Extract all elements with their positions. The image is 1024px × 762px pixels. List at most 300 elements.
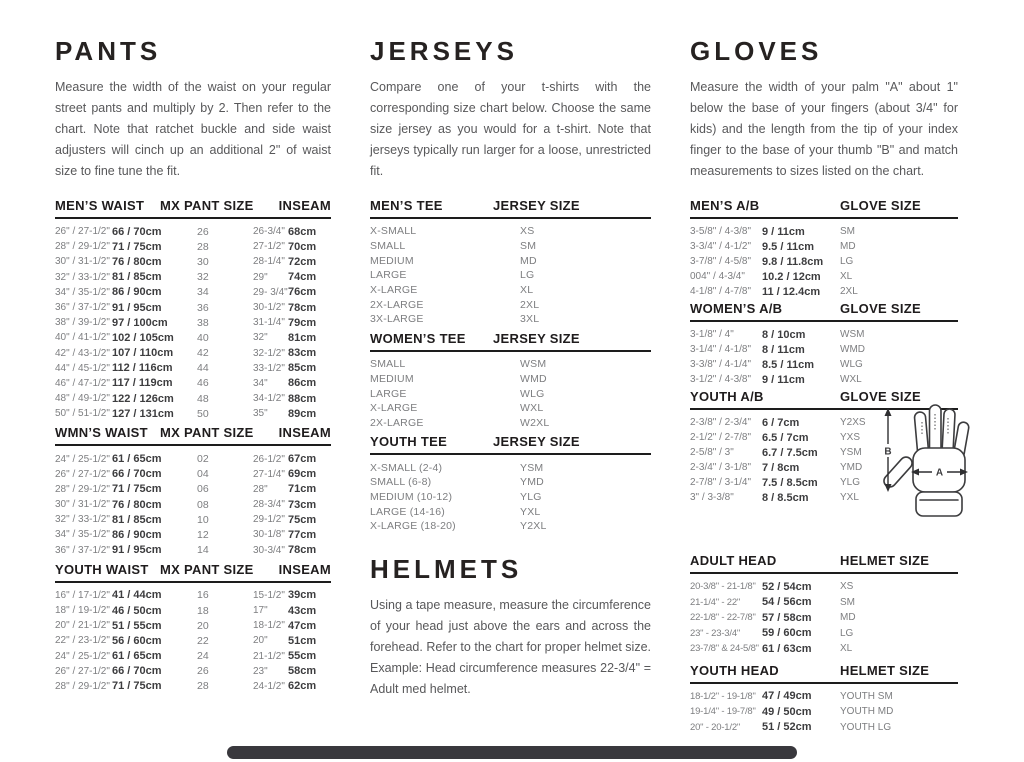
adult-head-table	[690, 553, 958, 657]
table-row	[55, 664, 331, 679]
table-row	[690, 704, 958, 720]
table-cell: LARGE (14-16)	[370, 505, 445, 518]
table-row	[370, 372, 651, 387]
table-cell: 2XL	[840, 286, 858, 297]
table-row	[690, 342, 958, 357]
table-row	[370, 357, 651, 372]
mens-ab-table	[690, 198, 958, 299]
table-cell: 16	[197, 589, 209, 602]
table-cell: 42" / 43-1/2"	[55, 347, 110, 359]
table-cell: 30" / 31-1/2"	[55, 499, 110, 511]
table-row	[55, 527, 331, 542]
table-cell: 3-7/8" / 4-5/8"	[690, 256, 752, 267]
table-cell: 20"	[253, 635, 268, 647]
table-cell: 122 / 126cm	[112, 392, 174, 405]
table-cell: 8 / 11cm	[762, 343, 805, 356]
table-row	[370, 416, 651, 431]
table-cell: 40	[197, 331, 209, 344]
table-cell: 24-1/2"	[253, 680, 285, 692]
table-cell: 28-3/4"	[253, 499, 285, 511]
table-cell: 41 / 44cm	[112, 589, 162, 602]
table-cell: MEDIUM (10-12)	[370, 490, 453, 503]
table-cell: 29- 3/4"	[253, 286, 288, 298]
table-row	[370, 401, 651, 416]
table-cell: 71cm	[288, 483, 317, 496]
table-cell: Y2XL	[520, 520, 547, 533]
table-cell: 55cm	[288, 650, 317, 663]
table-cell: WMD	[520, 372, 547, 385]
table-cell: 59 / 60cm	[762, 627, 812, 640]
table-row	[55, 330, 331, 345]
table-cell: X-LARGE (18-20)	[370, 520, 456, 533]
table-cell: 26-3/4"	[253, 226, 285, 238]
table-cell: 17"	[253, 605, 268, 617]
table-row	[55, 254, 331, 269]
diagram-label-b: B	[884, 446, 892, 458]
table-cell: 9.5 / 11cm	[762, 240, 814, 253]
table-cell: 30	[197, 255, 209, 268]
helmets-description: Using a tape measure, measure the circumference of your head just above the ears and across the forehead. Refer to the chart for proper helmet size. Example: Head circumference measures 22-3/4" = Adult med helmet.	[370, 597, 651, 696]
table-cell: YXL	[840, 492, 859, 503]
table-cell: 21-1/4" - 22"	[690, 596, 741, 608]
table-cell: SM	[840, 226, 855, 237]
youth-head-table	[690, 663, 958, 736]
table-row	[690, 269, 958, 284]
table-cell: 49 / 50cm	[762, 705, 812, 718]
table-cell: WXL	[840, 374, 862, 385]
table-cell: 28	[197, 680, 209, 693]
table-cell: 22	[197, 634, 209, 647]
table-cell: 9.8 / 11.8cm	[762, 255, 824, 268]
table-row	[55, 603, 331, 618]
table-cell: 62cm	[288, 680, 317, 693]
table-cell: 102 / 105cm	[112, 331, 174, 344]
table-row	[370, 519, 651, 534]
table-cell: 81 / 85cm	[112, 513, 162, 526]
table-header-row	[690, 301, 958, 322]
table-cell: 20-3/8" - 21-1/8"	[690, 581, 756, 593]
table-cell: 91 / 95cm	[112, 544, 162, 557]
table-cell: 61 / 63cm	[762, 642, 812, 655]
table-cell: X-SMALL	[370, 225, 417, 238]
table-cell: 86 / 90cm	[112, 286, 162, 299]
helmets-title: HELMETS	[370, 553, 523, 584]
table-cell: 3-1/2" / 4-3/8"	[690, 374, 752, 385]
table-cell: 66 / 70cm	[112, 225, 162, 238]
table-cell: 004" / 4-3/4"	[690, 271, 745, 282]
table-cell: WLG	[840, 359, 863, 370]
table-cell: YOUTH MD	[840, 706, 894, 718]
table-row	[55, 285, 331, 300]
womens-waist-table	[55, 425, 331, 557]
table-cell: MD	[840, 241, 856, 252]
table-cell: 7 / 8cm	[762, 461, 800, 474]
table-cell: 3" / 3-3/8"	[690, 492, 734, 503]
table-cell: 74cm	[288, 271, 317, 284]
table-cell: LARGE	[370, 387, 407, 400]
table-cell: 22" / 23-1/2"	[55, 635, 110, 647]
table-row	[55, 406, 331, 421]
youth-waist-table	[55, 562, 331, 694]
table-cell: YOUTH SM	[840, 690, 893, 702]
home-indicator-bar[interactable]	[227, 746, 797, 759]
table-row	[55, 633, 331, 648]
table-cell: SMALL (6-8)	[370, 476, 432, 489]
table-cell: 8.5 / 11cm	[762, 358, 814, 371]
column-header: WMN’S WAIST	[55, 425, 148, 441]
table-row	[690, 284, 958, 299]
table-cell: 91 / 95cm	[112, 301, 162, 314]
table-cell: 44" / 45-1/2"	[55, 362, 110, 374]
table-row	[690, 372, 958, 387]
table-cell: XS	[840, 581, 854, 593]
table-cell: 23"	[253, 665, 268, 677]
table-cell: XL	[520, 284, 534, 297]
table-row	[55, 300, 331, 315]
table-cell: 48" / 49-1/2"	[55, 393, 110, 405]
table-cell: 16" / 17-1/2"	[55, 589, 110, 601]
table-cell: 29-1/2"	[253, 514, 285, 526]
table-cell: 21-1/2"	[253, 650, 285, 662]
table-cell: 117 / 119cm	[112, 377, 173, 390]
table-row	[55, 588, 331, 603]
column-header: GLOVE SIZE	[840, 198, 922, 213]
mens-tee-table	[370, 198, 651, 327]
table-cell: 2XL	[520, 298, 540, 311]
table-cell: 42	[197, 347, 209, 360]
table-cell: 30-1/8"	[253, 529, 285, 541]
table-cell: 48	[197, 392, 209, 405]
table-row	[370, 253, 651, 268]
womens-ab-table	[690, 301, 958, 387]
column-header: INSEAM	[278, 425, 331, 441]
column-header: YOUTH WAIST	[55, 561, 149, 577]
table-cell: YXL	[520, 505, 541, 518]
table-cell: 3-5/8" / 4-3/8"	[690, 226, 752, 237]
table-cell: 78cm	[288, 301, 317, 314]
table-cell: 3-1/8" / 4"	[690, 329, 734, 340]
table-cell: 50	[197, 407, 209, 420]
table-row	[690, 224, 958, 239]
table-cell: 12	[197, 528, 209, 541]
table-cell: 3-3/4" / 4-1/2"	[690, 241, 752, 252]
table-cell: WMD	[840, 344, 865, 355]
table-cell: 70cm	[288, 240, 317, 253]
table-row	[55, 224, 331, 239]
table-cell: 08	[197, 498, 209, 511]
table-cell: 36" / 37-1/2"	[55, 544, 110, 556]
table-cell: 71 / 75cm	[112, 240, 162, 253]
table-cell: 51 / 55cm	[112, 619, 162, 632]
table-cell: 36" / 37-1/2"	[55, 302, 110, 314]
table-cell: Y2XS	[840, 417, 866, 428]
table-cell: 30" / 31-1/2"	[55, 256, 110, 268]
table-cell: XL	[840, 643, 853, 655]
table-cell: 38	[197, 316, 209, 329]
table-cell: WSM	[840, 329, 865, 340]
table-header-row	[690, 198, 958, 219]
table-cell: 3XL	[520, 313, 540, 326]
table-body	[370, 357, 651, 430]
table-cell: 26" / 27-1/2"	[55, 468, 110, 480]
table-row	[690, 641, 958, 657]
table-cell: WSM	[520, 358, 547, 371]
table-cell: 31-1/4"	[253, 317, 285, 329]
table-cell: 3-3/8" / 4-1/4"	[690, 359, 752, 370]
table-cell: 76 / 80cm	[112, 498, 162, 511]
table-cell: 2-3/8" / 2-3/4"	[690, 417, 752, 428]
table-cell: 44	[197, 362, 209, 375]
column-header: MEN’S TEE	[370, 198, 443, 213]
table-cell: 28" / 29-1/2"	[55, 483, 110, 495]
table-cell: 10.2 / 12cm	[762, 270, 821, 283]
table-cell: 36	[197, 301, 209, 314]
table-row	[55, 346, 331, 361]
jerseys-section	[370, 38, 651, 716]
table-header-row	[370, 331, 651, 352]
table-cell: 26" / 27-1/2"	[55, 665, 110, 677]
table-cell: 47cm	[288, 619, 317, 632]
column-header: YOUTH HEAD	[690, 662, 779, 678]
table-cell: X-LARGE	[370, 402, 418, 415]
table-cell: 9 / 11cm	[762, 225, 805, 238]
table-cell: 68cm	[288, 225, 317, 238]
table-cell: 2-3/4" / 3-1/8"	[690, 462, 752, 473]
table-cell: 6.5 / 7cm	[762, 431, 809, 444]
table-cell: 04	[197, 468, 209, 481]
table-cell: SMALL	[370, 240, 406, 253]
table-cell: 28" / 29-1/2"	[55, 680, 110, 692]
table-cell: SMALL	[370, 358, 406, 371]
table-cell: 46" / 47-1/2"	[55, 377, 110, 389]
table-cell: XL	[840, 271, 853, 282]
table-cell: 26	[197, 665, 209, 678]
table-cell: 34-1/2"	[253, 393, 285, 405]
table-cell: 97 / 100cm	[112, 316, 168, 329]
table-cell: 32-1/2"	[253, 347, 285, 359]
gloves-description: Measure the width of your palm "A" about 1" below the base of your fingers (about 3/4" for kids) and the length from the tip of your index finger to the base of your thumb "B" and match measurements to sizes listed on the chart.	[690, 80, 958, 178]
table-cell: 30-1/2"	[253, 302, 285, 314]
table-row	[690, 626, 958, 642]
table-cell: LG	[840, 627, 854, 639]
table-row	[690, 327, 958, 342]
table-cell: XS	[520, 225, 535, 238]
table-cell: 22-1/8" - 22-7/8"	[690, 612, 756, 624]
table-cell: 58cm	[288, 665, 317, 678]
table-cell: 61 / 65cm	[112, 650, 162, 663]
pants-section	[55, 38, 331, 698]
table-cell: 61 / 65cm	[112, 453, 162, 466]
table-cell: 20" - 20-1/2"	[690, 721, 741, 733]
table-cell: 18	[197, 604, 209, 617]
table-cell: 8 / 10cm	[762, 328, 806, 341]
table-row	[370, 224, 651, 239]
gloves-title: GLOVES	[690, 36, 823, 66]
table-cell: 28-1/4"	[253, 256, 285, 268]
table-cell: 28" / 29-1/2"	[55, 241, 110, 253]
table-cell: 89cm	[288, 407, 317, 420]
table-row	[55, 512, 331, 527]
table-row	[690, 239, 958, 254]
table-header-row	[370, 198, 651, 219]
table-cell: 32" / 33-1/2"	[55, 514, 110, 526]
table-row	[55, 451, 331, 466]
table-cell: X-SMALL (2-4)	[370, 461, 443, 474]
table-cell: 57 / 58cm	[762, 611, 812, 624]
table-row	[690, 689, 958, 705]
table-cell: 32"	[253, 332, 268, 344]
column-header: MX PANT SIZE	[160, 198, 254, 213]
table-row	[690, 595, 958, 611]
table-cell: 02	[197, 453, 209, 466]
table-cell: 2X-LARGE	[370, 416, 424, 429]
table-cell: 78cm	[288, 544, 317, 557]
table-row	[55, 391, 331, 406]
table-cell: 18" / 19-1/2"	[55, 605, 110, 617]
column-header: GLOVE SIZE	[840, 389, 922, 404]
table-row	[55, 543, 331, 558]
table-cell: 26-1/2"	[253, 453, 285, 465]
table-row	[55, 649, 331, 664]
table-cell: 28	[197, 240, 209, 253]
table-cell: YMD	[840, 462, 863, 473]
table-cell: 46	[197, 377, 209, 390]
table-cell: MEDIUM	[370, 254, 414, 267]
table-row	[55, 376, 331, 391]
table-cell: 26	[197, 225, 209, 238]
table-cell: 14	[197, 544, 209, 557]
table-header-row	[690, 553, 958, 574]
table-cell: 79cm	[288, 316, 317, 329]
table-header-row	[55, 562, 331, 583]
table-row	[370, 297, 651, 312]
table-cell: LG	[520, 269, 535, 282]
table-cell: 19-1/4" - 19-7/8"	[690, 706, 756, 718]
table-cell: LG	[840, 256, 854, 267]
table-row	[370, 475, 651, 490]
table-cell: 88cm	[288, 392, 317, 405]
table-cell: 56 / 60cm	[112, 634, 162, 647]
table-row	[55, 482, 331, 497]
column-header: HELMET SIZE	[840, 662, 930, 678]
table-cell: 10	[197, 513, 209, 526]
column-header: YOUTH A/B	[690, 389, 764, 404]
table-cell: 107 / 110cm	[112, 347, 174, 360]
table-cell: 32" / 33-1/2"	[55, 271, 110, 283]
table-cell: YXS	[840, 432, 861, 443]
table-row	[690, 579, 958, 595]
table-row	[370, 312, 651, 327]
table-cell: 32	[197, 271, 209, 284]
table-row	[690, 610, 958, 626]
table-cell: 27-1/4"	[253, 468, 285, 480]
youth-tee-table	[370, 434, 651, 533]
table-cell: W2XL	[520, 416, 550, 429]
table-cell: 51 / 52cm	[762, 721, 812, 734]
pants-description: Measure the width of the waist on your regular street pants and multiply by 2. Then refer to the chart. Note that ratchet buckle and side waist adjusters will cinch up an additional 2" of waist size to fine tune the fit.	[55, 80, 331, 178]
table-header-row	[55, 425, 331, 446]
column-header: HELMET SIZE	[840, 553, 930, 568]
column-header: INSEAM	[278, 198, 331, 213]
table-header-row	[370, 434, 651, 455]
pants-title: PANTS	[55, 36, 162, 66]
table-cell: 18-1/2" - 19-1/8"	[690, 690, 756, 702]
table-cell: 9 / 11cm	[762, 373, 805, 386]
table-body	[55, 451, 331, 557]
mens-waist-table	[55, 198, 331, 421]
gloves-section	[690, 38, 958, 739]
table-cell: 66 / 70cm	[112, 665, 162, 678]
table-body	[370, 460, 651, 533]
table-cell: 67cm	[288, 453, 317, 466]
table-cell: 40" / 41-1/2"	[55, 332, 110, 344]
column-header: MX PANT SIZE	[160, 561, 254, 577]
table-cell: 66 / 70cm	[112, 468, 162, 481]
table-cell: 6.7 / 7.5cm	[762, 446, 818, 459]
table-cell: 3-1/4" / 4-1/8"	[690, 344, 752, 355]
table-cell: 29"	[253, 271, 268, 283]
table-cell: 2-7/8" / 3-1/4"	[690, 477, 752, 488]
table-cell: YLG	[520, 490, 542, 503]
table-body	[690, 689, 958, 736]
table-cell: 81cm	[288, 331, 317, 344]
table-cell: 33-1/2"	[253, 362, 285, 374]
table-cell: 86 / 90cm	[112, 528, 162, 541]
table-cell: 23" - 23-3/4"	[690, 627, 741, 639]
table-row	[55, 618, 331, 633]
table-cell: WXL	[520, 402, 544, 415]
table-cell: 83cm	[288, 347, 317, 360]
table-cell: 30-3/4"	[253, 544, 285, 556]
womens-tee-table	[370, 331, 651, 430]
table-cell: YSM	[520, 461, 544, 474]
table-cell: 20	[197, 619, 209, 632]
table-cell: 27-1/2"	[253, 241, 285, 253]
table-cell: YSM	[840, 447, 862, 458]
table-cell: 47 / 49cm	[762, 690, 812, 703]
table-cell: 76 / 80cm	[112, 255, 162, 268]
column-header: MEN’S WAIST	[55, 198, 145, 213]
table-row	[370, 490, 651, 505]
table-cell: 28"	[253, 483, 268, 495]
table-row	[370, 239, 651, 254]
table-cell: 11 / 12.4cm	[762, 285, 821, 298]
table-cell: 15-1/2"	[253, 589, 285, 601]
table-cell: 86cm	[288, 377, 317, 390]
table-cell: 2-1/2" / 2-7/8"	[690, 432, 752, 443]
table-row	[55, 315, 331, 330]
table-cell: 127 / 131cm	[112, 407, 174, 420]
table-row	[370, 504, 651, 519]
table-cell: MD	[520, 254, 537, 267]
column-header: INSEAM	[278, 561, 331, 577]
table-cell: 34"	[253, 377, 268, 389]
table-cell: 112 / 116cm	[112, 362, 173, 375]
table-cell: 51cm	[288, 634, 317, 647]
column-header: MX PANT SIZE	[160, 425, 254, 441]
table-cell: MD	[840, 612, 856, 624]
table-cell: 18-1/2"	[253, 620, 285, 632]
table-header-row	[55, 198, 331, 219]
table-row	[370, 460, 651, 475]
table-cell: 72cm	[288, 255, 317, 268]
table-body	[690, 579, 958, 657]
table-cell: 69cm	[288, 468, 317, 481]
jerseys-title: JERSEYS	[370, 36, 518, 66]
table-cell: LARGE	[370, 269, 407, 282]
table-cell: 71 / 75cm	[112, 680, 162, 693]
table-cell: YLG	[840, 477, 861, 488]
